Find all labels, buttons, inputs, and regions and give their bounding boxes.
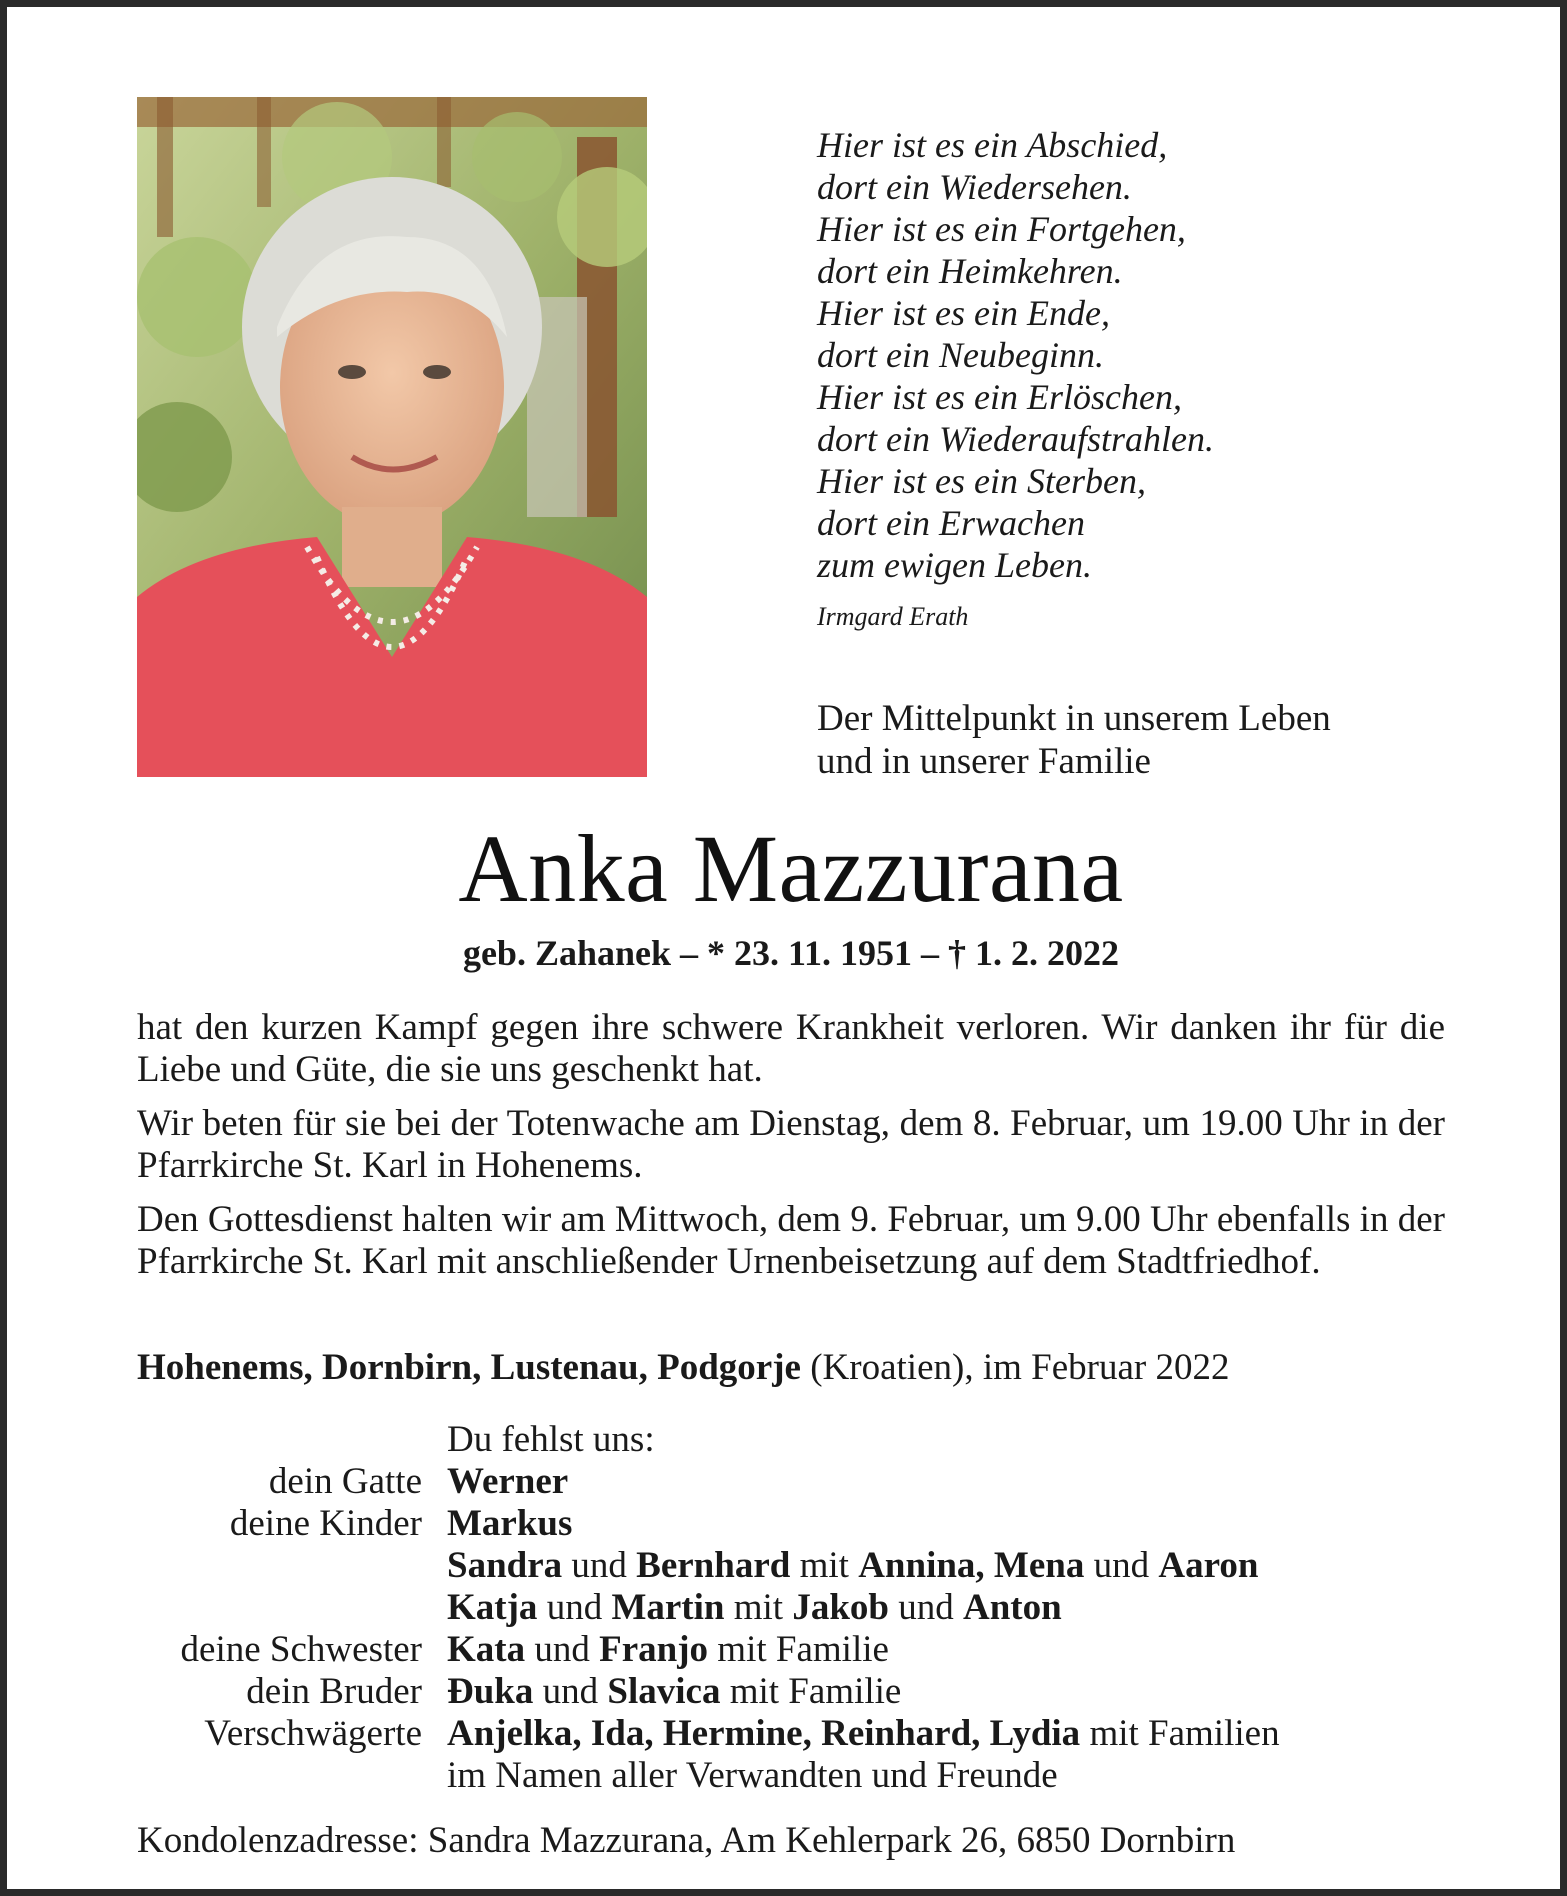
mourner-name: Markus xyxy=(447,1503,573,1544)
dedication xyxy=(817,697,1447,783)
connector-text: und xyxy=(533,1671,608,1712)
connector-text: im Namen aller Verwandten und Freunde xyxy=(447,1755,1058,1796)
relation-label: deine Kinder xyxy=(229,1503,422,1544)
portrait-photo xyxy=(137,97,647,777)
mourner-names xyxy=(447,1503,572,1545)
announcement-text xyxy=(137,1007,1445,1295)
connector-text: mit Familie xyxy=(720,1671,902,1712)
mourner-name: Franjo xyxy=(599,1629,709,1670)
place-and-date xyxy=(137,1347,1445,1389)
relation-label xyxy=(137,1587,447,1629)
mourner-names xyxy=(447,1671,901,1713)
poem-line: Hier ist es ein Fortgehen, xyxy=(817,209,1186,249)
connector-text: und xyxy=(1084,1545,1159,1586)
mourner-name: Anton xyxy=(962,1587,1062,1628)
relation-label xyxy=(137,1545,447,1587)
relation-label xyxy=(137,1755,447,1797)
mourner-name: Slavica xyxy=(607,1671,721,1712)
dedication-line-2: und in unserer Familie xyxy=(817,741,1151,782)
mourner-row xyxy=(137,1629,1445,1671)
mourner-name: Đuka xyxy=(447,1671,534,1712)
mourners-list xyxy=(137,1419,1445,1797)
mourner-name: Aaron xyxy=(1158,1545,1259,1586)
condolence-address: Kondolenzadresse: Sandra Mazzurana, Am Kehlerpark 26, 6850 Dornbirn xyxy=(137,1820,1236,1861)
mourner-name: Jakob xyxy=(792,1587,889,1628)
mourner-row xyxy=(137,1461,1445,1503)
mourner-row xyxy=(137,1713,1445,1755)
connector-text: und xyxy=(537,1587,612,1628)
connector-text: und xyxy=(525,1629,600,1670)
mourner-name: Annina, Mena xyxy=(858,1545,1085,1586)
poem-line: Hier ist es ein Sterben, xyxy=(817,461,1146,501)
mourner-row xyxy=(137,1503,1445,1545)
mourners-intro-row xyxy=(137,1419,1445,1461)
mourner-row xyxy=(137,1671,1445,1713)
connector-text: mit xyxy=(724,1587,793,1628)
poem-line: Hier ist es ein Abschied, xyxy=(817,125,1168,165)
poem-line: dort ein Wiederaufstrahlen. xyxy=(817,419,1214,459)
mourner-name: Martin xyxy=(611,1587,725,1628)
poem-line: Hier ist es ein Erlöschen, xyxy=(817,377,1182,417)
poem-line: dort ein Heimkehren. xyxy=(817,251,1123,291)
place-towns: Hohenems, Dornbirn, Lustenau, Podgorje xyxy=(137,1347,801,1388)
mourner-name: Sandra xyxy=(447,1545,563,1586)
portrait-illustration xyxy=(137,97,647,777)
mourner-names xyxy=(447,1461,568,1503)
connector-text: mit Familie xyxy=(708,1629,889,1670)
poem-author: Irmgard Erath xyxy=(817,602,969,631)
poem-line: dort ein Erwachen xyxy=(817,503,1085,543)
relation-label: deine Schwester xyxy=(180,1629,422,1670)
funeral-paragraph: Den Gottesdienst halten wir am Mittwoch, dem 9. Februar, um 9.00 Uhr ebenfalls in der Pfarrkirche St. Karl mit anschließender Urnenbeisetzung auf dem Stadtfriedhof. xyxy=(137,1199,1445,1282)
dedication-line-1: Der Mittelpunkt in unserem Leben xyxy=(817,698,1331,739)
connector-text: mit Familien xyxy=(1080,1713,1280,1754)
mourner-name: Werner xyxy=(447,1461,569,1502)
poem-line: zum ewigen Leben. xyxy=(817,545,1092,585)
relation-label: dein Gatte xyxy=(268,1461,422,1502)
announcement-paragraph: hat den kurzen Kampf gegen ihre schwere Krankheit verloren. Wir danken ihr für die Liebe und Güte, die sie uns geschenkt hat. xyxy=(137,1007,1445,1090)
wake-paragraph: Wir beten für sie bei der Totenwache am Dienstag, dem 8. Februar, um 19.00 Uhr in der Pfarrkirche St. Karl in Hohenems. xyxy=(137,1103,1445,1186)
deceased-name: Anka Mazzurana xyxy=(458,815,1124,922)
mourner-row xyxy=(137,1755,1445,1797)
place-rest: (Kroatien), im Februar 2022 xyxy=(800,1347,1230,1388)
mourner-name: Katja xyxy=(447,1587,538,1628)
mourner-names xyxy=(447,1545,1258,1587)
mourner-row xyxy=(137,1587,1445,1629)
relation-label: Verschwägerte xyxy=(204,1713,422,1754)
poem-line: dort ein Wiedersehen. xyxy=(817,167,1132,207)
connector-text: und xyxy=(888,1587,963,1628)
poem-line: Hier ist es ein Ende, xyxy=(817,293,1110,333)
mourner-names xyxy=(447,1629,889,1671)
obituary-content xyxy=(137,7,1445,1889)
birth-death-dates: geb. Zahanek – * 23. 11. 1951 – † 1. 2. 2022 xyxy=(462,933,1120,973)
connector-text: und xyxy=(562,1545,637,1586)
mourner-name: Kata xyxy=(447,1629,526,1670)
mourner-names xyxy=(447,1713,1280,1755)
poem xyxy=(817,124,1447,632)
mourner-name: Anjelka, Ida, Hermine, Reinhard, Lydia xyxy=(447,1713,1081,1754)
mourners-intro: Du fehlst uns: xyxy=(447,1419,655,1460)
mourner-row xyxy=(137,1545,1445,1587)
mourner-names xyxy=(447,1755,1058,1797)
mourner-names xyxy=(447,1587,1062,1629)
poem-line: dort ein Neubeginn. xyxy=(817,335,1104,375)
connector-text: mit xyxy=(790,1545,859,1586)
relation-label: dein Bruder xyxy=(246,1671,422,1712)
mourner-name: Bernhard xyxy=(636,1545,791,1586)
